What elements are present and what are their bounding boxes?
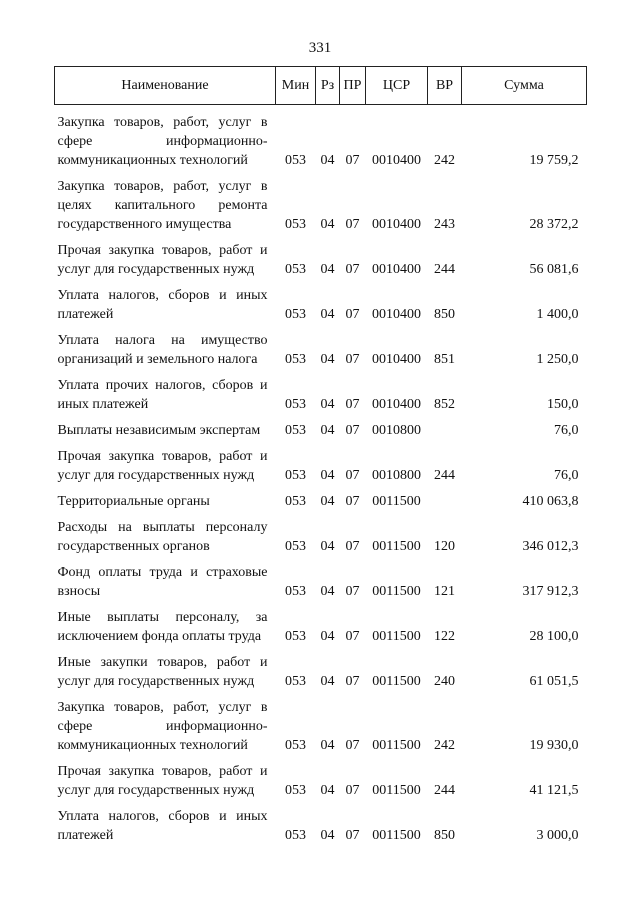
cell-name: Территориальные органы [57, 494, 210, 509]
cell-sum: 19 759,2 [529, 153, 579, 168]
header-name: Наименование [55, 67, 276, 105]
cell-pr: 07 [345, 217, 360, 232]
cell-pr: 07 [345, 423, 360, 438]
page-number: 331 [308, 40, 332, 56]
cell-pr: 07 [345, 828, 360, 843]
cell-sum: 410 063,8 [522, 494, 579, 509]
cell-csr: 0010400 [372, 217, 421, 232]
cell-pr: 07 [345, 584, 360, 599]
cell-vr: 121 [434, 584, 455, 599]
cell-rz: 04 [320, 494, 335, 509]
cell-rz: 04 [320, 217, 335, 232]
cell-rz: 04 [320, 539, 335, 554]
table-row [55, 234, 587, 279]
cell-csr: 0010800 [372, 423, 421, 438]
cell-pr: 07 [345, 539, 360, 554]
cell-pr: 07 [345, 629, 360, 644]
table-row [55, 324, 587, 369]
cell-csr: 0010400 [372, 397, 421, 412]
budget-table-container [54, 66, 586, 845]
cell-name: Иные выплаты персоналу, за исключением фонда оплаты труда [57, 610, 268, 644]
cell-pr: 07 [345, 352, 360, 367]
cell-pr: 07 [345, 397, 360, 412]
cell-rz: 04 [320, 423, 335, 438]
cell-min: 053 [285, 629, 306, 644]
cell-rz: 04 [320, 674, 335, 689]
cell-pr: 07 [345, 262, 360, 277]
cell-min: 053 [285, 352, 306, 367]
table-row [55, 369, 587, 414]
cell-rz: 04 [320, 397, 335, 412]
cell-name: Иные закупки товаров, работ и услуг для государственных нужд [57, 655, 268, 689]
cell-vr: 242 [434, 153, 455, 168]
cell-rz: 04 [320, 783, 335, 798]
cell-vr [428, 414, 462, 440]
cell-min: 053 [285, 217, 306, 232]
cell-min: 053 [285, 494, 306, 509]
cell-csr: 0011500 [372, 738, 421, 753]
cell-min: 053 [285, 307, 306, 322]
table-row [55, 511, 587, 556]
cell-name: Расходы на выплаты персоналу государственных органов [57, 520, 268, 554]
cell-rz: 04 [320, 828, 335, 843]
cell-rz: 04 [320, 352, 335, 367]
header-vr: ВР [428, 67, 462, 105]
header-row [55, 67, 587, 105]
cell-csr: 0011500 [372, 629, 421, 644]
cell-csr: 0010400 [372, 352, 421, 367]
cell-min: 053 [285, 262, 306, 277]
cell-pr: 07 [345, 674, 360, 689]
cell-vr: 852 [434, 397, 455, 412]
cell-min: 053 [285, 738, 306, 753]
cell-sum: 61 051,5 [529, 674, 579, 689]
cell-sum: 150,0 [547, 397, 579, 412]
cell-vr: 242 [434, 738, 455, 753]
cell-csr: 0011500 [372, 584, 421, 599]
cell-csr: 0010400 [372, 153, 421, 168]
cell-rz: 04 [320, 584, 335, 599]
cell-sum: 56 081,6 [529, 262, 579, 277]
cell-vr: 244 [434, 783, 455, 798]
cell-min: 053 [285, 584, 306, 599]
cell-rz: 04 [320, 262, 335, 277]
table-row [55, 755, 587, 800]
cell-csr: 0011500 [372, 828, 421, 843]
cell-pr: 07 [345, 153, 360, 168]
cell-sum: 76,0 [554, 468, 579, 483]
cell-pr: 07 [345, 783, 360, 798]
cell-pr: 07 [345, 494, 360, 509]
cell-name: Прочая закупка товаров, работ и услуг для государственных нужд [57, 764, 268, 798]
cell-rz: 04 [320, 738, 335, 753]
cell-rz: 04 [320, 153, 335, 168]
cell-vr: 850 [434, 828, 455, 843]
table-row [55, 279, 587, 324]
cell-pr: 07 [345, 738, 360, 753]
cell-csr: 0010800 [372, 468, 421, 483]
cell-rz: 04 [320, 629, 335, 644]
cell-min: 053 [285, 397, 306, 412]
table-row [55, 691, 587, 755]
header-sum: Сумма [462, 67, 587, 105]
table-row [55, 440, 587, 485]
cell-name: Закупка товаров, работ, услуг в целях капитального ремонта государственного имущества [57, 179, 268, 232]
cell-min: 053 [285, 783, 306, 798]
cell-name: Уплата прочих налогов, сборов и иных платежей [57, 378, 268, 412]
cell-rz: 04 [320, 307, 335, 322]
table-body [55, 105, 587, 846]
table-row [55, 556, 587, 601]
cell-name: Выплаты независимым экспертам [57, 423, 261, 438]
table-row [55, 646, 587, 691]
table-row [55, 800, 587, 845]
cell-vr: 244 [434, 468, 455, 483]
cell-min: 053 [285, 828, 306, 843]
cell-vr: 120 [434, 539, 455, 554]
cell-sum: 346 012,3 [522, 539, 579, 554]
cell-sum: 28 372,2 [529, 217, 579, 232]
cell-min: 053 [285, 539, 306, 554]
table-row [55, 601, 587, 646]
cell-sum: 19 930,0 [529, 738, 579, 753]
cell-rz: 04 [320, 468, 335, 483]
table-header [55, 67, 587, 105]
cell-pr: 07 [345, 468, 360, 483]
cell-csr: 0010400 [372, 262, 421, 277]
cell-min: 053 [285, 468, 306, 483]
cell-vr: 244 [434, 262, 455, 277]
header-csr: ЦСР [366, 67, 428, 105]
table-row [55, 105, 587, 171]
cell-sum: 76,0 [554, 423, 579, 438]
cell-vr: 851 [434, 352, 455, 367]
cell-name: Фонд оплаты труда и страховые взносы [57, 565, 268, 599]
cell-name: Закупка товаров, работ, услуг в сфере информационно-коммуникационных технологий [57, 700, 268, 753]
cell-vr: 243 [434, 217, 455, 232]
cell-csr: 0011500 [372, 783, 421, 798]
cell-vr: 122 [434, 629, 455, 644]
cell-name: Прочая закупка товаров, работ и услуг для государственных нужд [57, 449, 268, 483]
cell-csr: 0011500 [372, 494, 421, 509]
cell-sum: 1 250,0 [536, 352, 579, 367]
cell-min: 053 [285, 674, 306, 689]
cell-sum: 317 912,3 [522, 584, 579, 599]
budget-table [54, 66, 587, 845]
cell-min: 053 [285, 423, 306, 438]
cell-vr: 240 [434, 674, 455, 689]
cell-csr: 0011500 [372, 674, 421, 689]
cell-min: 053 [285, 153, 306, 168]
cell-name: Уплата налога на имущество организаций и земельного налога [57, 333, 268, 367]
cell-sum: 1 400,0 [536, 307, 579, 322]
header-rz: Рз [316, 67, 340, 105]
cell-vr [428, 485, 462, 511]
cell-name: Закупка товаров, работ, услуг в сфере информационно-коммуникационных технологий [57, 115, 268, 168]
cell-name: Прочая закупка товаров, работ и услуг для государственных нужд [57, 243, 268, 277]
table-row [55, 485, 587, 511]
cell-vr: 850 [434, 307, 455, 322]
header-min: Мин [276, 67, 316, 105]
table-row [55, 170, 587, 234]
cell-sum: 3 000,0 [536, 828, 579, 843]
header-pr: ПР [340, 67, 366, 105]
cell-pr: 07 [345, 307, 360, 322]
cell-name: Уплата налогов, сборов и иных платежей [57, 809, 268, 843]
table-row [55, 414, 587, 440]
cell-csr: 0011500 [372, 539, 421, 554]
cell-sum: 28 100,0 [529, 629, 579, 644]
cell-name: Уплата налогов, сборов и иных платежей [57, 288, 268, 322]
cell-csr: 0010400 [372, 307, 421, 322]
cell-sum: 41 121,5 [529, 783, 579, 798]
